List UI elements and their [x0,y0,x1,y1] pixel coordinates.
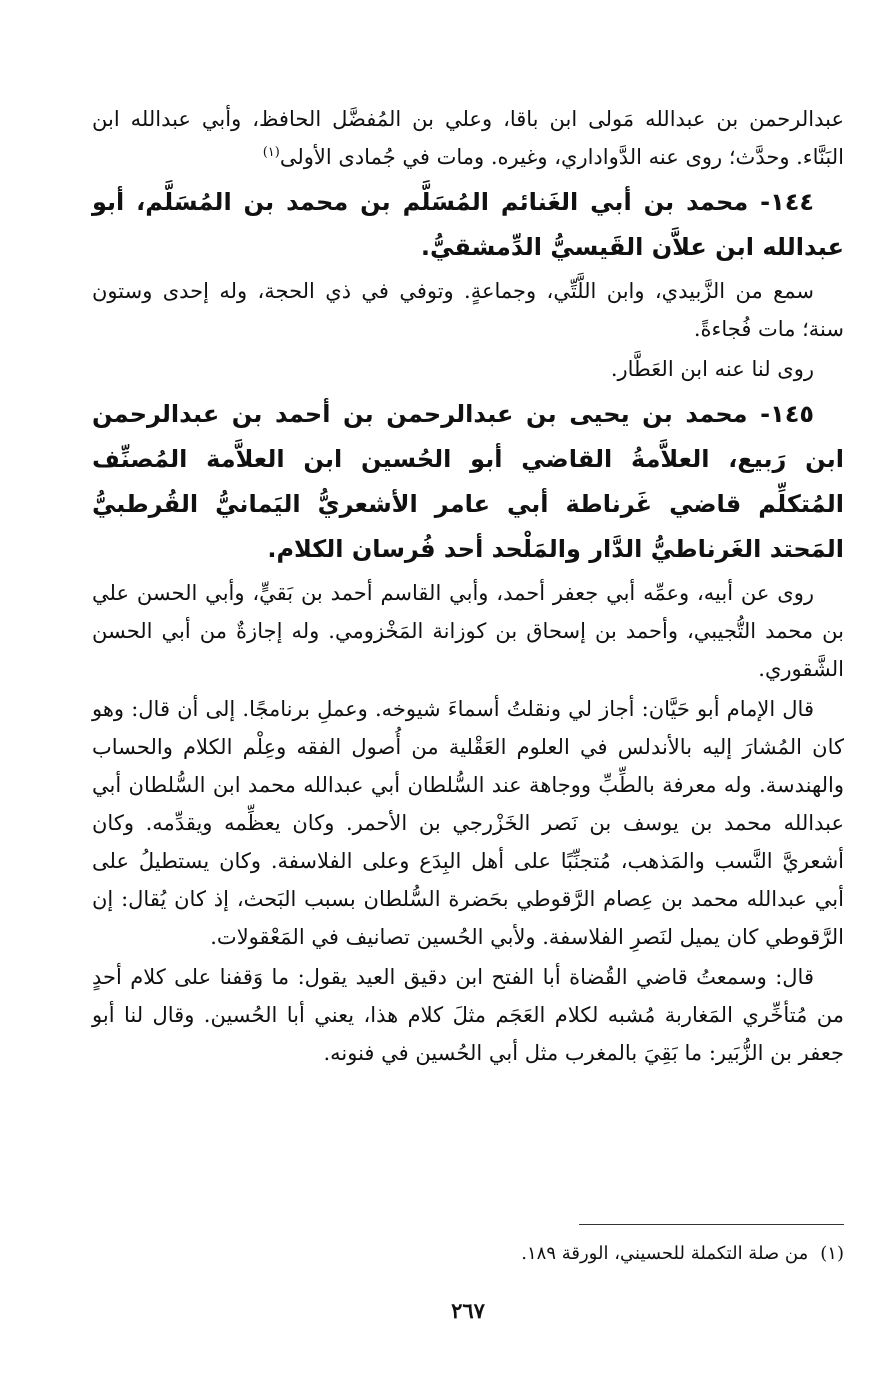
entry-title: محمد بن يحيى بن عبدالرحمن بن أحمد بن عبدالرحمن ابن رَبيع، العلاَّمةُ القاضي أبو الحُسين ابن العلاَّمة المُصنِّف المُتكلِّم قاضي غَرناطة أبي عامر الأشعريُّ اليَمانيُّ القُرطبيُّ المَحتد الغَرناطيُّ الدَّار والمَلْحد أحد فُرسان الكلام. [92,400,844,563]
footnote-number: (١) [820,1243,844,1264]
paragraph: قال: وسمعتُ قاضي القُضاة أبا الفتح ابن دقيق العيد يقول: ما وَقفنا على كلام أحدٍ من مُتأخِّري المَغاربة مُشبه لكلام العَجَم مثلَ كلام هذا، يعني أبا الحُسين. وقال لنا أبو جعفر بن الزُّبَير: ما بَقِيَ بالمغرب مثل أبي الحُسين في فنونه. [92,965,844,1065]
paragraph: روى عن أبيه، وعمِّه أبي جعفر أحمد، وأبي القاسم أحمد بن بَقيٍّ، وأبي الحسن علي بن محمد التُّجيبي، وأحمد بن إسحاق بن كوزانة المَخْزومي. وله إجازةٌ من أبي الحسن الشَّقوري. [92,581,844,681]
footnote-reference: (١) [262,145,280,160]
paragraph-text: عبدالرحمن بن عبدالله مَولى ابن باقا، وعلي بن المُفضَّل الحافظ، وأبي عبدالله ابن البَنَّاء. وحدَّث؛ روى عنه الدَّواداري، وغيره. ومات في جُمادى الأولى [92,107,844,169]
paragraph: روى لنا عنه ابن العَطَّار. [610,357,814,381]
footnote [92,1240,844,1268]
entry-heading-144 [92,180,844,270]
footnote-separator [579,1224,844,1225]
paragraph: قال الإمام أبو حَيَّان: أجاز لي ونقلتُ أسماءَ شيوخه. وعملِ برنامجًا. إلى أن قال: وهو كان المُشارَ إليه بالأندلس في العلوم العَقْلية من أُصول الفقه وعِلْم الكلام والحساب والهندسة. وله معرفة بالطِّبِّ ووجاهة عند السُّلطان أبي عبدالله محمد ابن السُّلطان أبي عبدالله محمد بن يوسف بن نَصر الخَزْرجي بن الأحمر. وكان يعظِّمه ويقدِّمه. وكان أشعريَّ النَّسب والمَذهب، مُتجنِّبًا على أهل البِدَع وعلى الفلاسفة. وكان يستطيلُ على أبي عبدالله محمد بن عِصام الرَّقوطي بحَضرة السُّلطان بسبب البَحث، إذ كان يُقال: إن الرَّقوطي كان يميل لنَصرِ الفلاسفة. ولأبي الحُسين تصانيف في المَعْقولات. [92,697,844,949]
entry-heading-145 [92,392,844,572]
entry-title: محمد بن أبي الغَنائم المُسَلَّم بن محمد بن المُسَلَّم، أبو عبدالله ابن علاَّن القَيسيُّ الدِّمشقيُّ. [92,188,844,261]
entry-number: ١٤٥- [760,400,815,428]
footnote-text: من صلة التكملة للحسيني، الورقة ١٨٩. [521,1243,809,1264]
page-number: ٢٦٧ [451,1298,485,1323]
paragraph-continuation [92,100,844,176]
entry-number: ١٤٤- [760,188,815,216]
document-page [92,100,844,1370]
paragraph: سمع من الزَّبيدي، وابن اللَّتِّي، وجماعةٍ. وتوفي في ذي الحجة، وله إحدى وستون سنة؛ مات فُجاءةً. [92,279,844,341]
